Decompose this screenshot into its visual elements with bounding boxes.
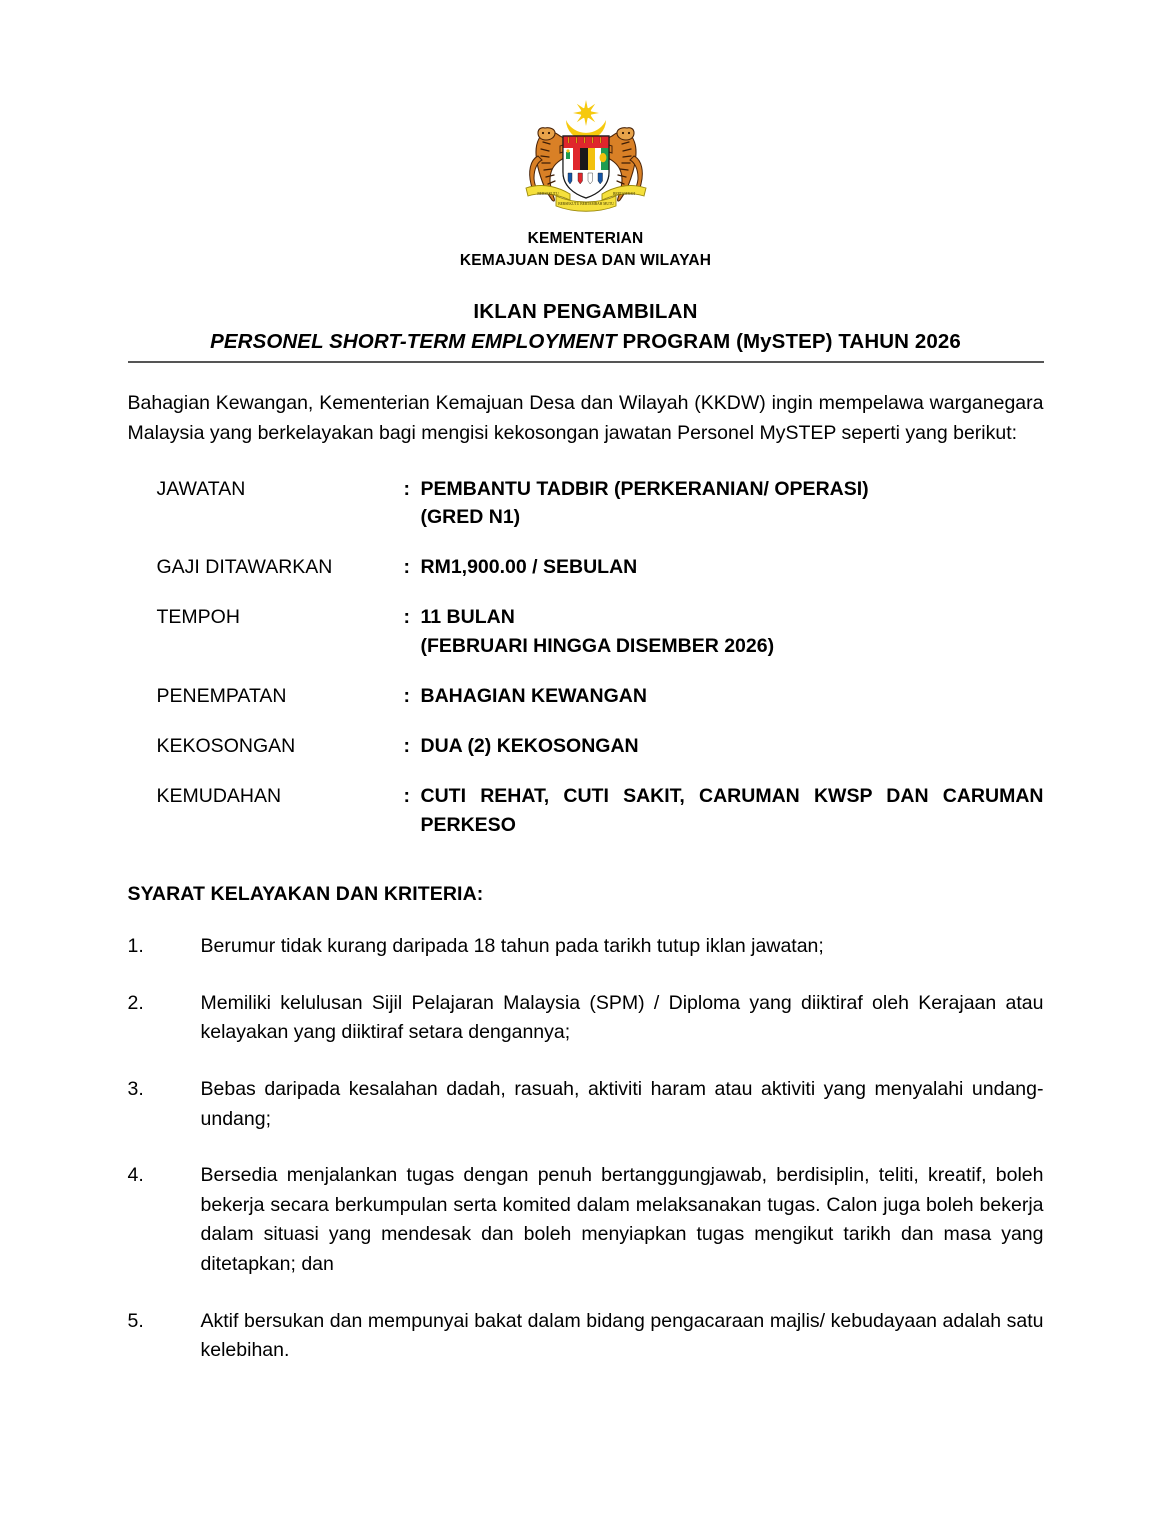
title-program-italic: PERSONEL SHORT-TERM EMPLOYMENT xyxy=(210,329,617,353)
detail-colon: : xyxy=(403,735,410,758)
advert-title xyxy=(128,298,1044,363)
svg-text:BERTAMBAH: BERTAMBAH xyxy=(612,192,635,196)
detail-colon: : xyxy=(403,556,410,579)
document-header xyxy=(0,0,1171,272)
criteria-number: 1. xyxy=(127,935,144,957)
detail-value-line2: (FEBRUARI HINGGA DISEMBER 2026) xyxy=(420,634,775,657)
criteria-item xyxy=(128,989,1044,1048)
detail-label: PENEMPATAN xyxy=(156,684,287,707)
detail-value xyxy=(421,475,1044,532)
criteria-number: 2. xyxy=(127,991,144,1014)
detail-label: KEKOSONGAN xyxy=(156,735,296,758)
ministry-line2: KEMAJUAN DESA DAN WILAYAH xyxy=(459,252,712,269)
criteria-item xyxy=(128,1161,1044,1280)
detail-value-line1: RM1,900.00 / SEBULAN xyxy=(420,556,638,579)
detail-row-tempoh xyxy=(157,603,1044,660)
criteria-text: Bebas daripada kesalahan dadah, rasuah, aktiviti haram atau aktiviti yang menyalahi undang-undang; xyxy=(200,1077,1044,1130)
criteria-item xyxy=(128,1075,1044,1134)
detail-row-kemudahan xyxy=(157,782,1044,839)
detail-value xyxy=(421,682,1044,710)
detail-label: TEMPOH xyxy=(156,606,240,629)
title-line-1: IKLAN PENGAMBILAN xyxy=(473,300,698,323)
detail-value xyxy=(421,732,1044,760)
detail-label: GAJI DITAWARKAN xyxy=(156,556,333,579)
detail-label: JAWATAN xyxy=(156,477,246,500)
detail-value-line1: 11 BULAN xyxy=(420,606,515,629)
title-line-2 xyxy=(128,328,1044,357)
detail-row-gaji xyxy=(157,553,1044,581)
detail-colon: : xyxy=(403,477,410,500)
detail-value-line1: DUA (2) KEKOSONGAN xyxy=(420,735,639,758)
detail-colon: : xyxy=(403,684,410,707)
criteria-item xyxy=(128,932,1044,962)
criteria-number: 4. xyxy=(127,1164,144,1187)
criteria-text: Memiliki kelulusan Sijil Pelajaran Malaysia (SPM) / Diploma yang diiktiraf oleh Kerajaan atau kelayakan yang diiktiraf setara dengannya; xyxy=(200,991,1044,1044)
detail-row-kekosongan xyxy=(157,732,1044,760)
detail-value: CUTI REHAT, CUTI SAKIT, CARUMAN KWSP DAN CARUMAN PERKESO xyxy=(420,785,1044,836)
detail-value-line2: (GRED N1) xyxy=(420,505,521,528)
document-body xyxy=(128,389,1044,1366)
ministry-name xyxy=(0,228,1171,272)
title-program-rest: PROGRAM (MySTEP) TAHUN 2026 xyxy=(616,329,961,353)
detail-value-line1: PEMBANTU TADBIR (PERKERANIAN/ OPERASI) xyxy=(420,477,869,500)
criteria-list xyxy=(128,932,1044,1366)
jata-negara-emblem-icon xyxy=(500,96,672,222)
detail-value-line1: BAHAGIAN KEWANGAN xyxy=(420,684,647,707)
shield xyxy=(563,136,609,198)
criteria-text: Berumur tidak kurang daripada 18 tahun pada tarikh tutup iklan jawatan; xyxy=(200,935,824,957)
criteria-text: Bersedia menjalankan tugas dengan penuh bertanggungjawab, berdisiplin, teliti, kreatif, boleh bekerja secara berkumpulan serta komited dalam melaksanakan tugas. Calon juga boleh bekerja dalam situasi yang mendesak dan boleh menyiapkan tugas mengikut tarikh dan masa yang ditetapkan; dan xyxy=(200,1164,1044,1275)
criteria-number: 5. xyxy=(127,1309,144,1332)
criteria-heading: SYARAT KELAYAKAN DAN KRITERIA: xyxy=(127,883,484,905)
ministry-line1: KEMENTERIAN xyxy=(527,230,644,247)
criteria-text: Aktif bersukan dan mempunyai bakat dalam bidang pengacaraan majlis/ kebudayaan adalah satu kelebihan. xyxy=(200,1309,1044,1362)
intro-paragraph: Bahagian Kewangan, Kementerian Kemajuan Desa dan Wilayah (KKDW) ingin mempelawa warganegara Malaysia yang berkelayakan bagi mengisi kekosongan jawatan Personel MySTEP seperti yang berikut: xyxy=(127,392,1044,444)
detail-value xyxy=(421,603,1044,660)
svg-text:BERSEKUTU: BERSEKUTU xyxy=(536,192,559,196)
detail-value xyxy=(421,553,1044,581)
job-details-table xyxy=(157,475,1044,839)
svg-text:BERSEKUTU BERTAMBAH MUTU: BERSEKUTU BERTAMBAH MUTU xyxy=(557,202,614,206)
criteria-number: 3. xyxy=(127,1077,144,1100)
detail-colon: : xyxy=(403,785,410,808)
detail-label: KEMUDAHAN xyxy=(156,785,282,808)
criteria-item xyxy=(128,1307,1044,1366)
detail-row-penempatan xyxy=(157,682,1044,710)
detail-row-jawatan xyxy=(157,475,1044,532)
detail-colon: : xyxy=(403,606,410,629)
